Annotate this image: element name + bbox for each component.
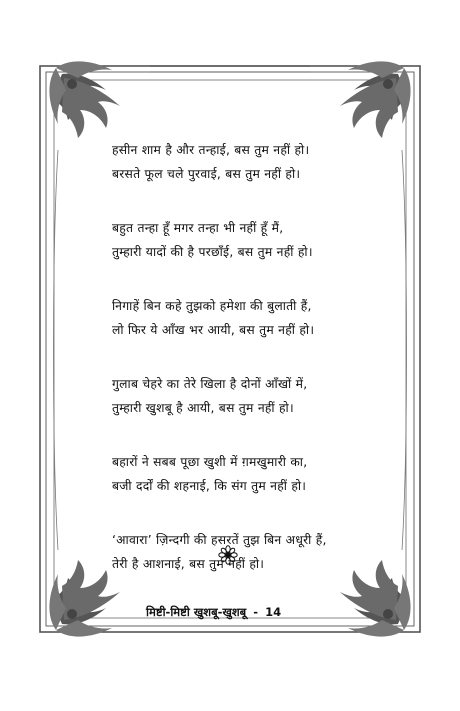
poem-line: तुम्हारी यादों की है परछाँई, बस तुम नहीं हो।	[112, 245, 313, 259]
poem-line: गुलाब चेहरे का तेरे खिला है दोनों आँखों में,	[112, 377, 308, 391]
poem-line: बहारों ने सबब पूछा खुशी में ग़मखुमारी का,	[112, 455, 308, 469]
poem-line: ‘आवारा’ ज़िन्दगी की हसरतें तुझ बिन अधूरी हैं,	[112, 533, 327, 547]
poem-line: हसीन शाम है और तन्हाई, बस तुम नहीं हो।	[112, 143, 310, 157]
flower-ornament-icon	[217, 544, 239, 566]
poem-line: लो फिर ये आँख भर आयी, बस तुम नहीं हो।	[112, 323, 315, 337]
corner-ornament-bottom-left	[49, 560, 120, 637]
page-number: 14	[265, 605, 282, 619]
footer-separator: -	[253, 605, 259, 619]
corner-ornament-top-right	[340, 61, 411, 138]
poem-line: बहुत तन्हा हूँ मगर तन्हा भी नहीं हूँ मैं,	[112, 221, 284, 235]
poem-body	[112, 138, 352, 606]
page-footer	[146, 605, 366, 620]
stanza	[112, 294, 352, 342]
poem-line: निगाहें बिन कहे तुझको हमेशा की बुलाती हैं,	[112, 299, 312, 313]
stanza	[112, 216, 352, 264]
poem-line: तुम्हारी खुशबू है आयी, बस तुम नहीं हो।	[112, 401, 294, 415]
poem-line: तेरी है आशनाई, बस तुम नहीं हो।	[112, 557, 265, 571]
book-title: मिष्टी-मिष्टी खुशबू-खुशबू	[146, 605, 247, 619]
stanza	[112, 450, 352, 498]
poem-line: बजी दर्दों की शहनाई, कि संग तुम नहीं हो।	[112, 479, 307, 493]
corner-ornament-top-left	[49, 61, 120, 138]
stanza	[112, 372, 352, 420]
poem-line: बरसते फूल चले पुरवाई, बस तुम नहीं हो।	[112, 167, 301, 181]
stanza	[112, 138, 352, 186]
